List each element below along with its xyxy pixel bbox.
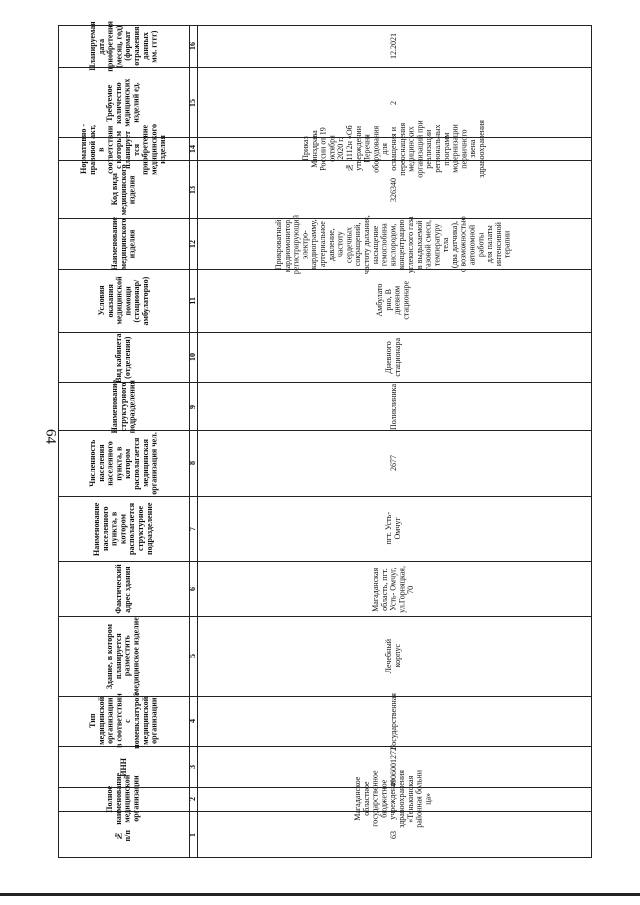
column-value-text: 326340 bbox=[388, 177, 398, 202]
column-header bbox=[59, 123, 189, 175]
column-value bbox=[197, 617, 591, 695]
column-number-text: 13 bbox=[187, 185, 197, 194]
column-value-text: Дневного стационара bbox=[384, 338, 402, 377]
column-number bbox=[189, 747, 197, 788]
column-number-text: 2 bbox=[187, 797, 197, 802]
table-column-8 bbox=[59, 431, 591, 497]
column-header bbox=[59, 773, 189, 826]
column-header-text: Наименование медицинского изделия bbox=[109, 217, 137, 271]
column-number bbox=[189, 383, 197, 429]
column-header bbox=[59, 497, 189, 561]
column-header-text: ИНН bbox=[118, 757, 128, 777]
column-value bbox=[197, 214, 591, 274]
column-number bbox=[189, 497, 197, 561]
column-header bbox=[59, 333, 189, 383]
table-column-6 bbox=[59, 562, 591, 618]
column-header bbox=[59, 431, 189, 496]
column-number bbox=[189, 161, 197, 218]
column-number-text: 9 bbox=[187, 404, 197, 409]
column-header bbox=[59, 379, 189, 434]
table-column-11 bbox=[59, 270, 591, 332]
table-column-15 bbox=[59, 68, 591, 139]
column-number-text: 7 bbox=[187, 526, 197, 531]
table-column-12 bbox=[59, 214, 591, 274]
column-value-text: Лечебный корпус bbox=[384, 639, 402, 674]
column-value-text: Магаданская область, пгт. Усть- Омчуг, ул.Горняцкая, 70 bbox=[371, 565, 416, 613]
column-value-text: пгт. Усть- Омчуг bbox=[384, 512, 402, 545]
column-number-text: 6 bbox=[187, 587, 197, 591]
column-header-text: Наименование населенного пункта, в котором располагается структурное подразделение bbox=[92, 501, 154, 556]
table-column-14 bbox=[59, 120, 591, 179]
column-value-text: Приказ Минздрава России от 19 октября 2020 г. № 1112н «Об утверждении Перечня оборудования для оснащения и переоснащения медицинских организаций при реализации региональных программ модернизации первичного звена здравоохранения bbox=[300, 120, 486, 179]
equipment-table bbox=[58, 20, 592, 858]
column-header bbox=[59, 747, 189, 788]
column-header bbox=[59, 693, 189, 749]
column-header-text: № п/п bbox=[114, 829, 132, 841]
column-number bbox=[189, 270, 197, 331]
column-number-text: 4 bbox=[187, 719, 197, 724]
column-number-text: 1 bbox=[187, 833, 197, 838]
column-header-text: Здание, в котором планируется разместить медицинское изделие bbox=[105, 618, 141, 695]
column-header-text: Требуемое количество медицинских изделий ед. bbox=[105, 78, 141, 127]
column-number-text: 12 bbox=[187, 240, 197, 249]
column-number bbox=[189, 219, 197, 269]
column-value-text: 2 bbox=[388, 100, 398, 105]
column-value bbox=[197, 562, 591, 617]
column-header-text: Вид кабинета (отделения) bbox=[114, 332, 132, 383]
table-column-2 bbox=[59, 770, 591, 829]
column-number-text: 14 bbox=[187, 145, 197, 154]
column-number bbox=[189, 431, 197, 496]
column-value-text: 2677 bbox=[388, 455, 398, 472]
column-number-text: 10 bbox=[187, 353, 197, 362]
column-header bbox=[59, 617, 189, 695]
column-header bbox=[59, 20, 189, 72]
column-number-text: 5 bbox=[187, 654, 197, 659]
column-value-text: 4906001272 bbox=[388, 746, 398, 787]
column-header-text: Тип медицинской организации в соответствии с номенклатурой медицинской организации bbox=[87, 693, 159, 749]
column-value-text: 12.2021 bbox=[388, 33, 398, 60]
column-number-text: 3 bbox=[187, 764, 197, 769]
column-header bbox=[59, 562, 189, 617]
table-column-3 bbox=[59, 747, 591, 789]
table-column-10 bbox=[59, 333, 591, 384]
column-value bbox=[197, 120, 591, 179]
column-number bbox=[189, 812, 197, 859]
column-header bbox=[59, 219, 189, 269]
column-header-text: Численность населения населенного пункта, в котором располагается медицинская организация чел. bbox=[87, 431, 159, 495]
column-number-text: 15 bbox=[187, 98, 197, 107]
column-value-text: 63 bbox=[388, 831, 398, 840]
column-header-text: Фактический адрес здания bbox=[114, 564, 132, 614]
column-value bbox=[197, 26, 591, 67]
column-number-text: 16 bbox=[187, 42, 197, 51]
column-header-text: Нормативно - правовой акт, в соответствии с которым планирует тся приобретение медицинского изделия bbox=[79, 123, 168, 175]
column-value-text: Прикроватный кардиомонитор, регистрирующий электро- кардиограмму, артериальное давление, частоту сердечных сокращений, частоту дыхания, насыщение гемоглобина кислородом, концентрацию углекислого газа в выдыхаемой газовой смеси, температуру тела (два датчика), с возможностью автономной работы для палаты интенсивной терапии bbox=[274, 214, 512, 274]
column-number bbox=[189, 788, 197, 810]
bottom-rule bbox=[0, 893, 640, 896]
column-number bbox=[189, 617, 197, 695]
column-header-text: Полное наименование медицинской организации bbox=[105, 773, 141, 826]
page-number: 64 bbox=[42, 429, 59, 444]
column-value-text: Амбулато рно, В дневном стационаре bbox=[375, 281, 411, 321]
column-header-text: Планируемая дата приобретения (месяц, год) (формат отражения данных мм. гггг) bbox=[87, 20, 159, 72]
column-header-text: Условия оказания медицинской помощи (стационар/амбулаторно) bbox=[96, 276, 150, 326]
column-value bbox=[197, 68, 591, 138]
column-number bbox=[189, 562, 197, 617]
column-value bbox=[197, 497, 591, 561]
column-header-text: Код вида медицинского изделия bbox=[109, 164, 137, 216]
column-value bbox=[197, 770, 591, 829]
table-column-16 bbox=[59, 20, 591, 72]
column-value-text: Магаданское областное государственное бюджетное учреждение здравоохранения «Тенькинская районная больни ца» bbox=[353, 770, 433, 829]
column-header bbox=[59, 68, 189, 138]
table-column-7 bbox=[59, 497, 591, 562]
column-value-text: Поликлиника bbox=[388, 383, 398, 430]
column-number bbox=[189, 333, 197, 383]
column-value bbox=[197, 333, 591, 383]
table-column-5 bbox=[59, 617, 591, 696]
column-value bbox=[197, 692, 591, 750]
table-column-9 bbox=[59, 379, 591, 434]
table-column-4 bbox=[59, 692, 591, 750]
column-number bbox=[189, 68, 197, 138]
column-header-text: Наименование структурного подразделения bbox=[109, 379, 137, 434]
column-number bbox=[189, 138, 197, 159]
column-header bbox=[59, 270, 189, 331]
column-value bbox=[197, 747, 591, 788]
column-number bbox=[189, 697, 197, 746]
column-value bbox=[197, 383, 591, 429]
column-number bbox=[189, 26, 197, 67]
column-number-text: 8 bbox=[187, 461, 197, 466]
column-number-text: 11 bbox=[187, 297, 197, 305]
column-value-text: Государственная bbox=[388, 692, 398, 750]
column-value bbox=[197, 431, 591, 496]
column-value bbox=[197, 270, 591, 331]
